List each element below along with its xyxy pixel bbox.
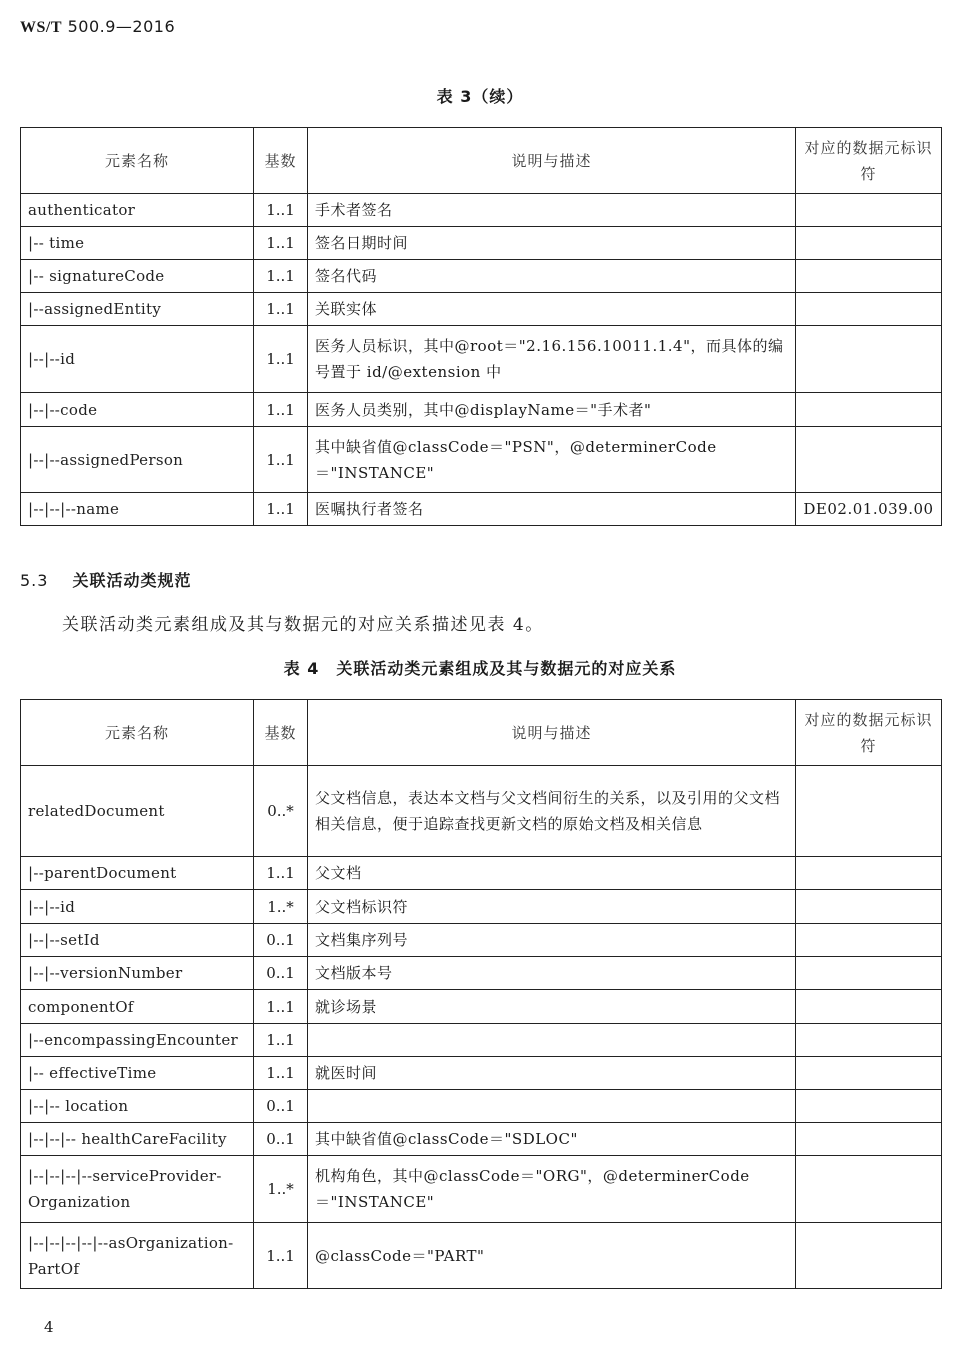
element-name-cell: |--encompassingEncounter	[21, 1024, 254, 1057]
table-row	[21, 857, 942, 890]
table-header-row	[21, 128, 942, 194]
element-name-cell: |--|--id	[21, 326, 254, 393]
data-element-cell	[796, 194, 942, 227]
header-element-name: 元素名称	[21, 128, 254, 194]
table-row	[21, 1123, 942, 1156]
table-row	[21, 1156, 942, 1223]
table-row	[21, 227, 942, 260]
cardinality-cell: 1..1	[254, 393, 308, 427]
description-cell: 医务人员标识，其中@root＝"2.16.156.10011.1.4"，而具体的编号置于 id/@extension 中	[308, 326, 796, 393]
element-name-cell: |-- time	[21, 227, 254, 260]
header-element-name: 元素名称	[21, 700, 254, 766]
cardinality-cell: 1..1	[254, 493, 308, 526]
description-cell: 就医时间	[308, 1057, 796, 1090]
header-description: 说明与描述	[308, 128, 796, 194]
data-element-cell	[796, 1090, 942, 1123]
cardinality-cell: 1..1	[254, 1223, 308, 1289]
data-element-cell	[796, 1223, 942, 1289]
cardinality-cell: 1..1	[254, 260, 308, 293]
description-cell: 医务人员类别，其中@displayName＝"手术者"	[308, 393, 796, 427]
cardinality-cell: 1..*	[254, 1156, 308, 1223]
description-cell: 文档版本号	[308, 957, 796, 990]
table-row	[21, 427, 942, 493]
data-element-cell	[796, 1057, 942, 1090]
element-name-cell: |--|--|--name	[21, 493, 254, 526]
table-row	[21, 890, 942, 924]
data-element-cell	[796, 260, 942, 293]
description-cell: 就诊场景	[308, 990, 796, 1024]
element-name-cell: componentOf	[21, 990, 254, 1024]
data-element-cell	[796, 1156, 942, 1223]
description-cell: 父文档信息，表达本文档与父文档间衍生的关系，以及引用的父文档相关信息，便于追踪查找更新文档的原始文档及相关信息	[308, 766, 796, 857]
table-row	[21, 260, 942, 293]
description-cell: 父文档	[308, 857, 796, 890]
section-title: 关联活动类规范	[72, 571, 192, 590]
table-row	[21, 1223, 942, 1289]
description-cell: 其中缺省值@classCode＝"PSN"，@determinerCode＝"INSTANCE"	[308, 427, 796, 493]
cardinality-cell: 1..1	[254, 1057, 308, 1090]
table-row	[21, 326, 942, 393]
table-header-row	[21, 700, 942, 766]
description-cell	[308, 1090, 796, 1123]
element-name-cell: |--|--id	[21, 890, 254, 924]
header-cardinality: 基数	[254, 128, 308, 194]
description-cell: @classCode＝"PART"	[308, 1223, 796, 1289]
data-element-cell	[796, 766, 942, 857]
element-name-cell: |--|--|-- healthCareFacility	[21, 1123, 254, 1156]
cardinality-cell: 0..1	[254, 924, 308, 957]
data-element-cell	[796, 857, 942, 890]
description-cell: 签名代码	[308, 260, 796, 293]
data-element-cell	[796, 1123, 942, 1156]
description-cell: 签名日期时间	[308, 227, 796, 260]
description-cell: 手术者签名	[308, 194, 796, 227]
description-cell: 机构角色，其中@classCode＝"ORG"，@determinerCode＝"INSTANCE"	[308, 1156, 796, 1223]
data-element-cell	[796, 326, 942, 393]
element-name-cell: |--|-- location	[21, 1090, 254, 1123]
table3-caption: 表 3（续）	[436, 87, 524, 106]
standard-number: 500.9—2016	[67, 17, 176, 36]
intro-paragraph: 关联活动类元素组成及其与数据元的对应关系描述见表 4。	[62, 615, 544, 635]
section-number: 5.3	[20, 571, 49, 590]
cardinality-cell: 0..1	[254, 1123, 308, 1156]
header-cardinality: 基数	[254, 700, 308, 766]
table-row	[21, 766, 942, 857]
element-name-cell: |-- signatureCode	[21, 260, 254, 293]
table-row	[21, 293, 942, 326]
cardinality-cell: 1..1	[254, 194, 308, 227]
element-name-cell: |--assignedEntity	[21, 293, 254, 326]
cardinality-cell: 1..1	[254, 990, 308, 1024]
standard-code: WS/T	[20, 19, 63, 36]
data-element-cell	[796, 924, 942, 957]
table3	[20, 127, 942, 526]
description-cell	[308, 1024, 796, 1057]
element-name-cell: |--|--versionNumber	[21, 957, 254, 990]
data-element-cell	[796, 293, 942, 326]
cardinality-cell: 1..1	[254, 227, 308, 260]
element-name-cell: |--|--code	[21, 393, 254, 427]
header-description: 说明与描述	[308, 700, 796, 766]
header-data-element-id: 对应的数据元标识符	[796, 700, 942, 766]
description-cell: 文档集序列号	[308, 924, 796, 957]
header-data-element-id: 对应的数据元标识符	[796, 128, 942, 194]
data-element-cell	[796, 427, 942, 493]
table4-caption: 表 4 关联活动类元素组成及其与数据元的对应关系	[283, 659, 677, 678]
description-cell: 医嘱执行者签名	[308, 493, 796, 526]
description-cell: 其中缺省值@classCode＝"SDLOC"	[308, 1123, 796, 1156]
table4	[20, 699, 942, 1289]
data-element-cell	[796, 227, 942, 260]
element-name-cell: |--|--assignedPerson	[21, 427, 254, 493]
element-name-cell: |--parentDocument	[21, 857, 254, 890]
cardinality-cell: 1..1	[254, 427, 308, 493]
table-row	[21, 194, 942, 227]
element-name-cell: |--|--|--|--|--asOrganization-PartOf	[21, 1223, 254, 1289]
element-name-cell: authenticator	[21, 194, 254, 227]
table-row	[21, 493, 942, 526]
cardinality-cell: 1..1	[254, 857, 308, 890]
table-row	[21, 957, 942, 990]
data-element-cell: DE02.01.039.00	[796, 493, 942, 526]
description-cell: 父文档标识符	[308, 890, 796, 924]
element-name-cell: |--|--|--|--serviceProvider-Organization	[21, 1156, 254, 1223]
cardinality-cell: 0..1	[254, 957, 308, 990]
table-row	[21, 393, 942, 427]
data-element-cell	[796, 393, 942, 427]
data-element-cell	[796, 957, 942, 990]
cardinality-cell: 1..1	[254, 1024, 308, 1057]
element-name-cell: relatedDocument	[21, 766, 254, 857]
data-element-cell	[796, 990, 942, 1024]
data-element-cell	[796, 890, 942, 924]
cardinality-cell: 1..1	[254, 293, 308, 326]
cardinality-cell: 0..*	[254, 766, 308, 857]
cardinality-cell: 0..1	[254, 1090, 308, 1123]
element-name-cell: |-- effectiveTime	[21, 1057, 254, 1090]
table-row	[21, 990, 942, 1024]
table-row	[21, 1057, 942, 1090]
cardinality-cell: 1..1	[254, 326, 308, 393]
element-name-cell: |--|--setId	[21, 924, 254, 957]
table-row	[21, 924, 942, 957]
table-row	[21, 1024, 942, 1057]
description-cell: 关联实体	[308, 293, 796, 326]
page-number: 4	[44, 1318, 54, 1336]
table-row	[21, 1090, 942, 1123]
data-element-cell	[796, 1024, 942, 1057]
cardinality-cell: 1..*	[254, 890, 308, 924]
page-header	[20, 17, 175, 37]
section-heading	[20, 568, 192, 591]
